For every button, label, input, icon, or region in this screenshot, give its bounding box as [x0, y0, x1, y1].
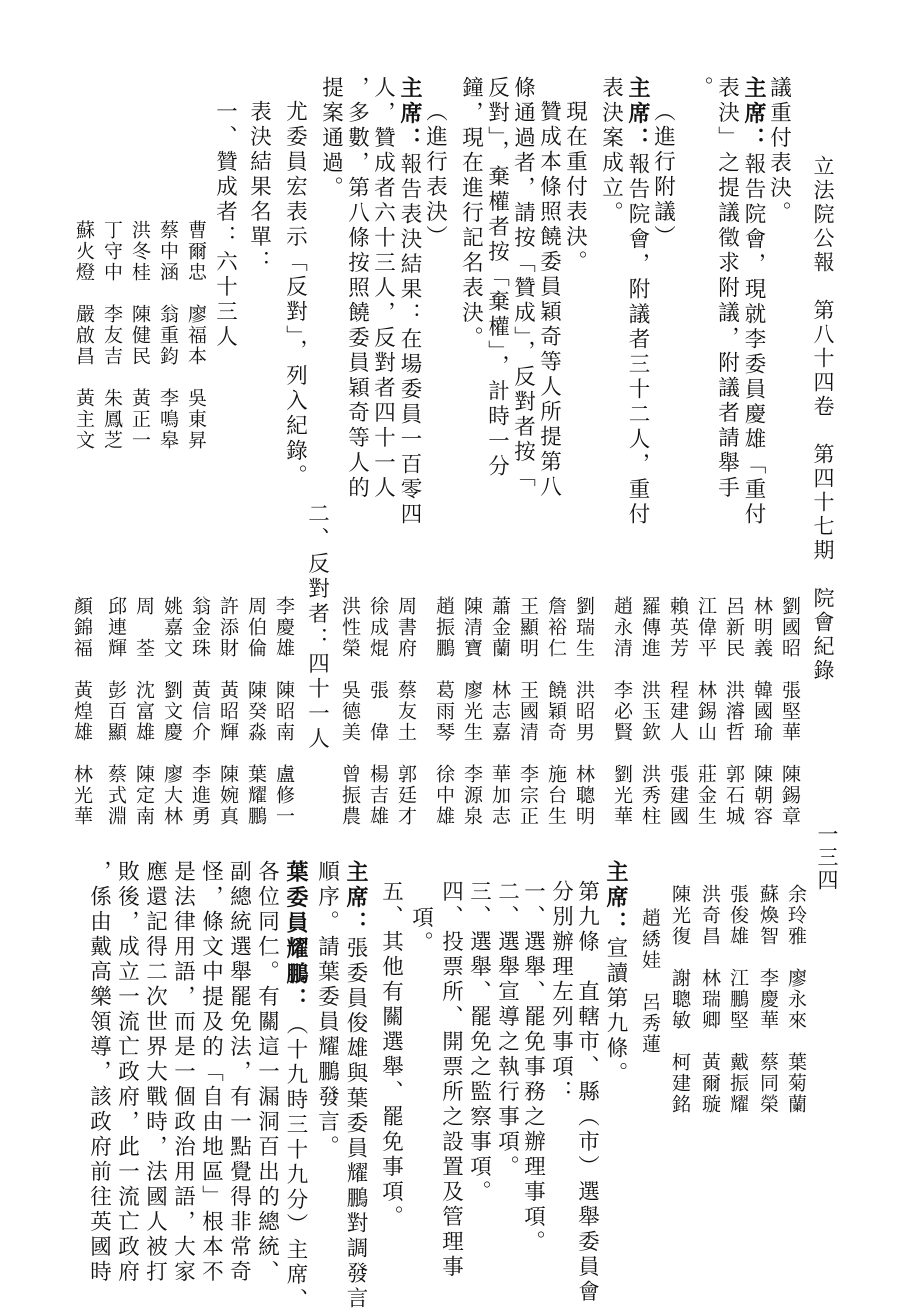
name-list-column: 顏錦福 黃煌雄 林光華 [71, 596, 93, 827]
name-list-column: 林明義 韓國瑜 陳朝容 [751, 596, 773, 827]
name-list-column: 翁金珠 黃信介 李進勇 [189, 596, 211, 827]
text-line: 二、選舉宣導之執行事項。 [494, 880, 520, 1180]
text-line: 議重付表決。 [766, 76, 792, 226]
text-line: 表決」之提議徵求附議，附議者請舉手 [714, 76, 740, 501]
page-number: 一三四 [815, 823, 839, 892]
text-line: （進行附議） [650, 100, 676, 250]
text-line: 鐘，現在進行記名表決。 [458, 76, 484, 351]
text-line: （進行表決） [422, 100, 448, 250]
speaker-label: 主席： [343, 860, 368, 937]
name-list-column: 趙綉娃 呂秀蓮 [639, 908, 661, 1055]
name-list-column: 姚嘉文 劉文慶 廖大林 [161, 596, 183, 827]
speaker-label: 主席： [741, 76, 766, 153]
text-line: 項。 [408, 906, 434, 956]
text-line: 人，贊成者六十三人，反對者四十一人 [370, 76, 396, 501]
text-line: 順序。請葉委員耀鵬發言。 [314, 860, 340, 1160]
name-list-column: 余玲雅 廖永來 葉菊蘭 [785, 884, 807, 1115]
name-list-column: 周伯倫 陳癸淼 葉耀鵬 [245, 596, 267, 827]
name-list-column: 蘇火燈 嚴啟昌 黃主文 [73, 220, 95, 451]
speech-line: 葉委員耀鵬：（十九時三十九分）主席、 [283, 860, 308, 1313]
name-list-column: 洪奇昌 林瑞卿 黃爾璇 [699, 884, 721, 1115]
speaker-label: 主席： [603, 860, 628, 937]
name-list-column: 曹爾忠 廖福本 吳東昇 [185, 220, 207, 451]
speech-line: 主席：報告院會，附議者三十二人，重付 [625, 76, 650, 528]
text-line: 尤委員宏表示「反對」，列入紀錄。 [282, 100, 308, 490]
text-line: 敗後，成立一流亡政府，此一流亡政府 [114, 860, 140, 1285]
text-line: 副總統選舉罷免法，有一點覺得非常奇 [226, 860, 252, 1285]
text-line: 一、贊成者：六十三人 [212, 100, 238, 350]
text-line: 四、投票所、開票所之設置及管理事 [438, 880, 464, 1280]
name-list-column: 邱連輝 彭百顯 蔡式淵 [105, 596, 127, 827]
text-line: 怪，條文中提及的「自由地區」根本不 [198, 860, 224, 1285]
text-line: ，係由戴高樂領導，該政府前往英國時 [86, 860, 112, 1285]
name-list-column: 劉國昭 張堅華 陳錫章 [779, 596, 801, 827]
name-list-column: 李慶雄 陳昭南 盧修一 [273, 596, 295, 827]
text-line: 提案通過。 [318, 76, 344, 201]
speech-line: 主席：報告院會，現就李委員慶雄「重付 [741, 76, 766, 528]
against-heading: 二、反對者：四十一人 [304, 502, 330, 752]
name-list-column: 劉瑞生 洪昭男 林聰明 [573, 596, 595, 827]
speaker-label: 葉委員耀鵬： [283, 860, 308, 1013]
name-list-column: 洪性榮 吳德美 曾振農 [339, 596, 361, 827]
name-list-column: 洪冬桂 陳健民 黃正一 [129, 220, 151, 451]
name-list-column: 賴英芳 程建人 張建國 [667, 596, 689, 827]
text-line: 分別辦理左列事項： [548, 880, 574, 1105]
text-line: 應還記得二次世界大戰時，法國人被打 [142, 860, 168, 1285]
name-list-column: 詹裕仁 饒穎奇 施台生 [545, 596, 567, 827]
name-list-column: 趙永清 李必賢 劉光華 [611, 596, 633, 827]
name-list-column: 江偉平 林錫山 莊金生 [695, 596, 717, 827]
name-list-column: 周 荃 沈富雄 陳定南 [133, 596, 155, 827]
speech-line: 主席：張委員俊雄與葉委員耀鵬對調發言 [343, 860, 368, 1312]
text-line: 條通過者，請按「贊成」，反對者按「 [510, 76, 536, 491]
name-list-column: 蕭金蘭 林志嘉 華加志 [489, 596, 511, 827]
text-line: ，多數，第八條按照饒委員穎奇等人的 [344, 76, 370, 501]
text-line: 反對」，棄權者按「棄權」，計時一分 [484, 76, 510, 480]
text-line: 表決結果名單： [246, 100, 272, 275]
name-list-column: 王顯明 王國清 李宗正 [517, 596, 539, 827]
name-list-column: 蘇煥智 李慶華 蔡同榮 [757, 884, 779, 1115]
name-list-column: 陳光復 謝聰敏 柯建銘 [669, 884, 691, 1115]
name-list-column: 羅傳進 洪玉欽 洪秀柱 [639, 596, 661, 827]
name-list-column: 陳清寶 廖光生 李源泉 [461, 596, 483, 827]
name-list-column: 趙振鵬 葛雨琴 徐中雄 [433, 596, 455, 827]
name-list-column: 徐成焜 張 偉 楊吉雄 [367, 596, 389, 827]
name-list-column: 呂新民 洪濬哲 郭石城 [723, 596, 745, 827]
text-line: 五、其他有關選舉、罷免事項。 [378, 880, 404, 1230]
text-line: 一、選舉、罷免事務之辦理事項。 [520, 880, 546, 1255]
name-list-column: 周書府 蔡友土 郭廷才 [395, 596, 417, 827]
text-line: 贊成本條照饒委員穎奇等人所提第八 [536, 100, 562, 500]
text-line: 現在重付表決。 [562, 100, 588, 275]
text-line: 三、選舉、罷免之監察事項。 [466, 880, 492, 1205]
name-list-column: 丁守中 李友吉 朱鳳芝 [101, 220, 123, 451]
text-line: 各位同仁。有關這一漏洞百出的總統、 [254, 860, 280, 1285]
speaker-label: 主席： [397, 76, 422, 153]
speaker-label: 主席： [625, 76, 650, 153]
text-line: 。 [688, 76, 714, 101]
page-header-title: 立法院公報 第八十四卷 第四十七期 院會紀錄 [811, 155, 835, 683]
speech-line: 主席：宣讀第九條。 [603, 860, 628, 1087]
name-list-column: 許添財 黃昭輝 陳婉真 [217, 596, 239, 827]
speech-line: 主席：報告表決結果：在場委員一百零四 [397, 76, 422, 528]
text-line: 第九條 直轄市、縣（市）選舉委員會 [574, 880, 600, 1305]
text-line: 表決案成立。 [598, 76, 624, 226]
name-list-column: 張俊雄 江鵬堅 戴振耀 [727, 884, 749, 1115]
name-list-column: 蔡中涵 翁重鈞 李鳴皋 [157, 220, 179, 451]
text-line: 是法律用語，而是一個政治用語，大家 [170, 860, 196, 1285]
